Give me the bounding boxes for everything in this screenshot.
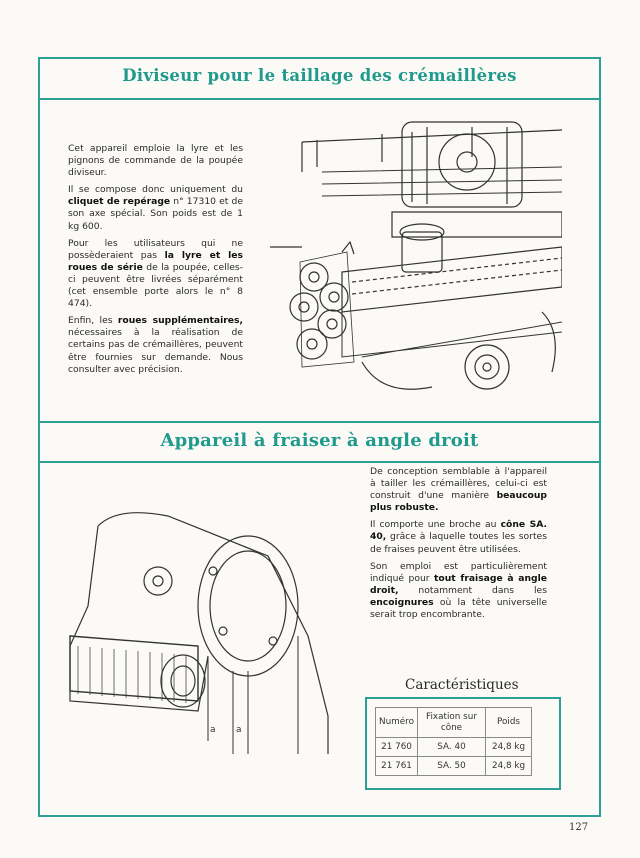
column-header: Numéro xyxy=(376,708,418,738)
dividing-head-illustration xyxy=(262,112,562,412)
column-header: Poids xyxy=(486,708,532,738)
column-header: Fixation sur cône xyxy=(418,708,486,738)
divider xyxy=(38,421,601,423)
right-angle-head-illustration xyxy=(58,496,338,754)
characteristics-table xyxy=(375,707,532,776)
table-row xyxy=(376,738,532,757)
svg-text:a: a xyxy=(236,725,242,735)
paragraph: Cet appareil emploie la lyre et les pignons de commande de la poupée diviseur. xyxy=(68,143,243,179)
paragraph: Son emploi est particulièrement indiqué pour tout fraisage à angle droit, notamment dans les encoignures où la tête universelle serait trop encombrante. xyxy=(370,560,547,621)
table-header-row xyxy=(376,708,532,738)
paragraph: Il comporte une broche au cône SA. 40, grâce à laquelle toutes les sortes de fraises peuvent être utilisées. xyxy=(370,519,547,555)
table-cell: SA. 50 xyxy=(418,757,486,776)
paragraph: De conception semblable à l'appareil à tailler les crémaillères, celui-ci est construit d'une manière beaucoup plus robuste. xyxy=(370,466,547,514)
table-cell: 21 761 xyxy=(376,757,418,776)
section-text xyxy=(68,143,243,381)
divider xyxy=(38,461,601,463)
svg-text:a: a xyxy=(210,725,216,735)
section-title: Diviseur pour le taillage des crémaillères xyxy=(122,66,517,85)
table-cell: 21 760 xyxy=(376,738,418,757)
table-cell: SA. 40 xyxy=(418,738,486,757)
characteristics-box xyxy=(365,697,561,790)
paragraph: Il se compose donc uniquement du cliquet de repérage n° 17310 et de son axe spécial. Son poids est de 1 kg 600. xyxy=(68,184,243,232)
page-number: 127 xyxy=(569,822,589,833)
table-row xyxy=(376,757,532,776)
section-text xyxy=(370,466,547,626)
paragraph: Pour les utilisateurs qui ne possèderaient pas la lyre et les roues de série de la poupée, celles-ci peuvent être livrées séparément (cet ensemble porte alors le n° 8 474). xyxy=(68,237,244,310)
paragraph: Enfin, les roues supplémentaires, nécessaires à la réalisation de certains pas de crémaillères, peuvent être fournies sur demande. Nous consulter avec précision. xyxy=(68,315,243,375)
divider xyxy=(38,98,601,100)
table-cell: 24,8 kg xyxy=(486,757,532,776)
section-title: Appareil à fraiser à angle droit xyxy=(160,430,479,451)
characteristics-title: Caractéristiques xyxy=(405,677,519,693)
table-cell: 24,8 kg xyxy=(486,738,532,757)
